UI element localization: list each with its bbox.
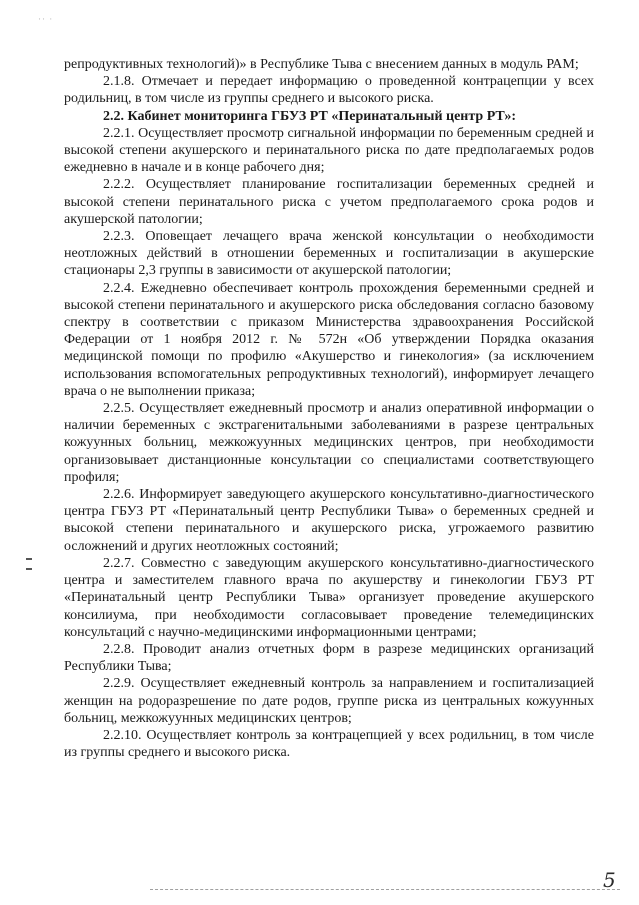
paragraph-text: Ежедневно обеспечивает контроль прохождения беременными средней и высокой степени перинатального и акушерского риска обследования согласно базовому спектру в соответствии с приказом Министерства здравоохранения Российской Федерации от 1 ноября 2012 г. № 572н «Об утверждении Порядка оказания медицинской помощи по профилю «Акушерство и гинекология» (за исключением использования вспомогательных репродуктивных технологий), информирует лечащего врача о не выполнении приказа; bbox=[64, 280, 594, 399]
page-number: 5 bbox=[603, 868, 616, 892]
document-body bbox=[64, 56, 594, 761]
paragraph-number: 2.2.10. bbox=[103, 727, 142, 743]
margin-pen-mark bbox=[26, 558, 32, 570]
section-heading-2-2: 2.2. Кабинет мониторинга ГБУЗ РТ «Перинатальный центр РТ»: bbox=[103, 108, 517, 124]
paragraph-2-2-3 bbox=[64, 228, 594, 280]
paragraph-number: 2.2.4. bbox=[103, 280, 135, 296]
paragraph-2-2-1 bbox=[64, 125, 594, 177]
paragraph-2-2-6 bbox=[64, 486, 594, 555]
paragraph-text: Осуществляет ежедневный контроль за направлением и госпитализацией женщин на родоразрешение по дате родов, группе риска из центральных кожуунных больниц, межкожуунных медицинских центров; bbox=[64, 676, 595, 726]
paragraph-text: Осуществляет контроль за контрацепцией у всех родильниц, в том числе из группы среднего и высокого риска. bbox=[64, 727, 594, 761]
paragraph-text: Проводит анализ отчетных форм в разрезе медицинских организаций Республики Тыва; bbox=[64, 641, 594, 675]
paragraph-number: 2.2.5. bbox=[103, 401, 135, 417]
paragraph-number: 2.2.2. bbox=[103, 177, 135, 193]
paragraph-2-2-2 bbox=[64, 176, 594, 228]
paragraph-number: 2.2.6. bbox=[103, 487, 135, 503]
paragraph-number: 2.2.9. bbox=[103, 676, 135, 692]
paragraph-2-2-10 bbox=[64, 727, 594, 761]
paragraph-text: Осуществляет ежедневный просмотр и анализ оперативной информации о наличии беременных с экстрагенитальными заболеваниями в разрезе центральных кожуунных больниц, межкожуунных медицинских центров, при необходимости организовывает дистанционные консультации со специалистами соответствующего профиля; bbox=[64, 401, 595, 485]
paragraph-2-2-5 bbox=[64, 400, 594, 486]
paragraph-number: 2.2.3. bbox=[103, 229, 135, 245]
paragraph-2-2-4 bbox=[64, 280, 594, 400]
paragraph-2-2-7 bbox=[64, 555, 594, 641]
paragraph-text: Оповещает лечащего врача женской консультации о необходимости неотложных действий в отношении беременных и госпитализации в акушерские стационары 2,3 группы в зависимости от акушерской патологии; bbox=[64, 229, 594, 279]
bottom-scan-rule bbox=[150, 889, 620, 890]
paragraph-text: Осуществляет планирование госпитализации беременных средней и высокой степени перинатального риска с учетом предполагаемого срока родов и акушерской патологии; bbox=[64, 177, 595, 227]
paragraph-number: 2.2.7. bbox=[103, 555, 135, 571]
paragraph-2-2-8 bbox=[64, 641, 594, 675]
paragraph-2-1-8 bbox=[64, 73, 594, 107]
paragraph-text: Информирует заведующего акушерского консультативно-диагностического центра ГБУЗ РТ «Перинатальный центр Республики Тыва» о беременных средней и высокой степени перинатального и акушерского риска, угрожаемого развитию осложнений и других неотложных состояний; bbox=[64, 487, 594, 554]
scan-artifact-mark: ·· · bbox=[38, 14, 54, 24]
paragraph-number: 2.2.8. bbox=[103, 641, 135, 657]
paragraph-continuation: репродуктивных технологий)» в Республике Тыва с внесением данных в модуль РАМ; bbox=[64, 57, 579, 72]
paragraph-number: 2.2.1. bbox=[103, 125, 135, 141]
paragraph-text: Осуществляет просмотр сигнальной информации по беременным средней и высокой степени акушерского и перинатального риска по дате предполагаемых родов ежедневно в начале и в конце рабочего дня; bbox=[64, 125, 595, 176]
paragraph-text: Совместно с заведующим акушерского консультативно-диагностического центра и заместителем главного врача по акушерству и гинекологии ГБУЗ РТ «Перинатальный центр Республики Тыва» организует проведение акушерского консилиума, при необходимости согласовывает проведение телемедицинских консультаций с научно-медицинскими информационными центрами; bbox=[64, 555, 595, 640]
paragraph-number: 2.1.8. bbox=[103, 74, 135, 90]
paragraph-text: Отмечает и передает информацию о проведенной контрацепции у всех родильниц, в том числе из группы среднего и высокого риска. bbox=[64, 74, 594, 107]
paragraph-2-2-9 bbox=[64, 675, 594, 727]
